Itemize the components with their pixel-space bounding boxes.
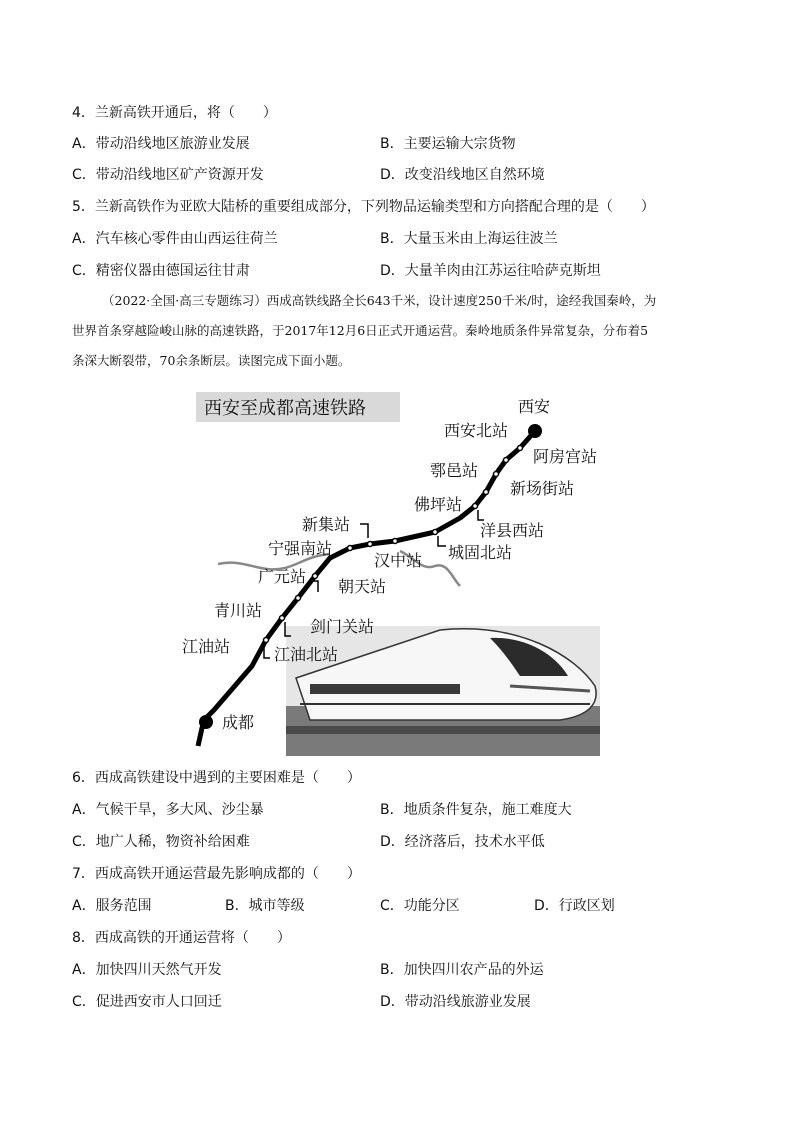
- label-chenggu-north: 城固北站: [448, 543, 513, 562]
- q7-option-b: B．城市等级: [225, 898, 305, 914]
- q6-option-d: D．经济落后，技术水平低: [380, 834, 545, 850]
- q4-option-d: D．改变沿线地区自然环境: [380, 167, 545, 183]
- label-yangxian-west: 洋县西站: [480, 521, 545, 540]
- station-dot-afanggong: [518, 446, 523, 451]
- label-jiangyou-north: 江油北站: [274, 645, 339, 664]
- chengdu-terminus-dot: [199, 715, 213, 729]
- label-afanggong: 阿房宫站: [533, 447, 598, 466]
- xian-terminus-dot: [528, 424, 542, 438]
- label-chaotian: 朝天站: [338, 577, 387, 596]
- q7-option-d: D．行政区划: [534, 898, 615, 914]
- station-dot-jianmenguan: [280, 616, 285, 621]
- label-jiangyou: 江油站: [182, 637, 231, 656]
- label-xian: 西安: [518, 397, 551, 416]
- station-dot-ningqiang-south: [348, 546, 353, 551]
- q8-option-a: A．加快四川天然气开发: [72, 962, 222, 978]
- label-guangyuan: 广元站: [258, 567, 307, 586]
- q4-option-a: A．带动沿线地区旅游业发展: [72, 136, 250, 152]
- q4-option-b: B．主要运输大宗货物: [380, 136, 516, 152]
- label-ningqiang-south: 宁强南站: [268, 539, 333, 558]
- label-huyi: 鄠邑站: [430, 461, 479, 480]
- q6-option-b: B．地质条件复杂，施工难度大: [380, 802, 572, 818]
- station-dot-foping: [484, 490, 489, 495]
- intro-line-3: 条深大断裂带，70余条断层。读图完成下面小题。: [72, 353, 351, 368]
- label-foping: 佛坪站: [414, 495, 463, 514]
- station-dot-jiangyou-north: [264, 638, 269, 643]
- q5-option-d: D．大量羊肉由江苏运往哈萨克斯坦: [380, 263, 601, 279]
- q8-option-c: C．促进西安市人口回迁: [72, 994, 222, 1010]
- intro-paragraph: [72, 286, 722, 376]
- railway-map: [182, 386, 610, 758]
- station-dot-qingchuan: [296, 596, 301, 601]
- label-xian-north: 西安北站: [444, 421, 509, 440]
- q7-stem: 7．西成高铁开通运营最先影响成都的（ ）: [72, 866, 361, 882]
- label-qingchuan: 青川站: [214, 601, 263, 620]
- station-dot-chaotian: [313, 574, 318, 579]
- station-dot-hanzhong: [393, 539, 398, 544]
- q4-option-c: C．带动沿线地区矿产资源开发: [72, 167, 264, 183]
- intro-line-2: 世界首条穿越险峻山脉的高速铁路，于2017年12月6日正式开通运营。秦岭地质条件异常复杂，分布着5: [72, 323, 649, 338]
- q8-stem: 8．西成高铁的开通运营将（ ）: [72, 930, 291, 946]
- station-dot-yangxian-west: [473, 504, 478, 509]
- q6-option-c: C．地广人稀，物资补给困难: [72, 834, 250, 850]
- label-chengdu: 成都: [222, 713, 255, 732]
- station-dot-chenggu-north: [433, 530, 438, 535]
- station-dot-xinchangjie: [494, 472, 499, 477]
- label-xinchangjie: 新场街站: [510, 479, 575, 498]
- q4-stem: 4．兰新高铁开通后，将（ ）: [72, 105, 277, 121]
- q5-option-c: C．精密仪器由德国运往甘肃: [72, 263, 250, 279]
- map-title: 西安至成都高速铁路: [204, 398, 366, 419]
- q6-option-a: A．气候干旱，多大风、沙尘暴: [72, 802, 264, 818]
- label-hanzhong: 汉中站: [374, 551, 423, 570]
- q5-option-a: A．汽车核心零件由山西运往荷兰: [72, 231, 278, 247]
- station-dot-xinji: [368, 542, 373, 547]
- q8-option-d: D．带动沿线旅游业发展: [380, 994, 531, 1010]
- station-dot-huyi: [504, 458, 509, 463]
- label-xinji: 新集站: [302, 515, 351, 534]
- intro-line-1: （2022·全国·高三专题练习）西成高铁线路全长643千米，设计速度250千米/时，途经我国秦岭，为: [102, 293, 657, 308]
- q8-option-b: B．加快四川农产品的外运: [380, 962, 544, 978]
- q7-option-c: C．功能分区: [380, 898, 460, 914]
- q5-stem: 5．兰新高铁作为亚欧大陆桥的重要组成部分，下列物品运输类型和方向搭配合理的是（ ）: [72, 199, 655, 215]
- q6-stem: 6．西成高铁建设中遇到的主要困难是（ ）: [72, 770, 361, 786]
- q5-option-b: B．大量玉米由上海运往波兰: [380, 231, 558, 247]
- label-jianmenguan: 剑门关站: [310, 617, 375, 636]
- q7-option-a: A．服务范围: [72, 898, 152, 914]
